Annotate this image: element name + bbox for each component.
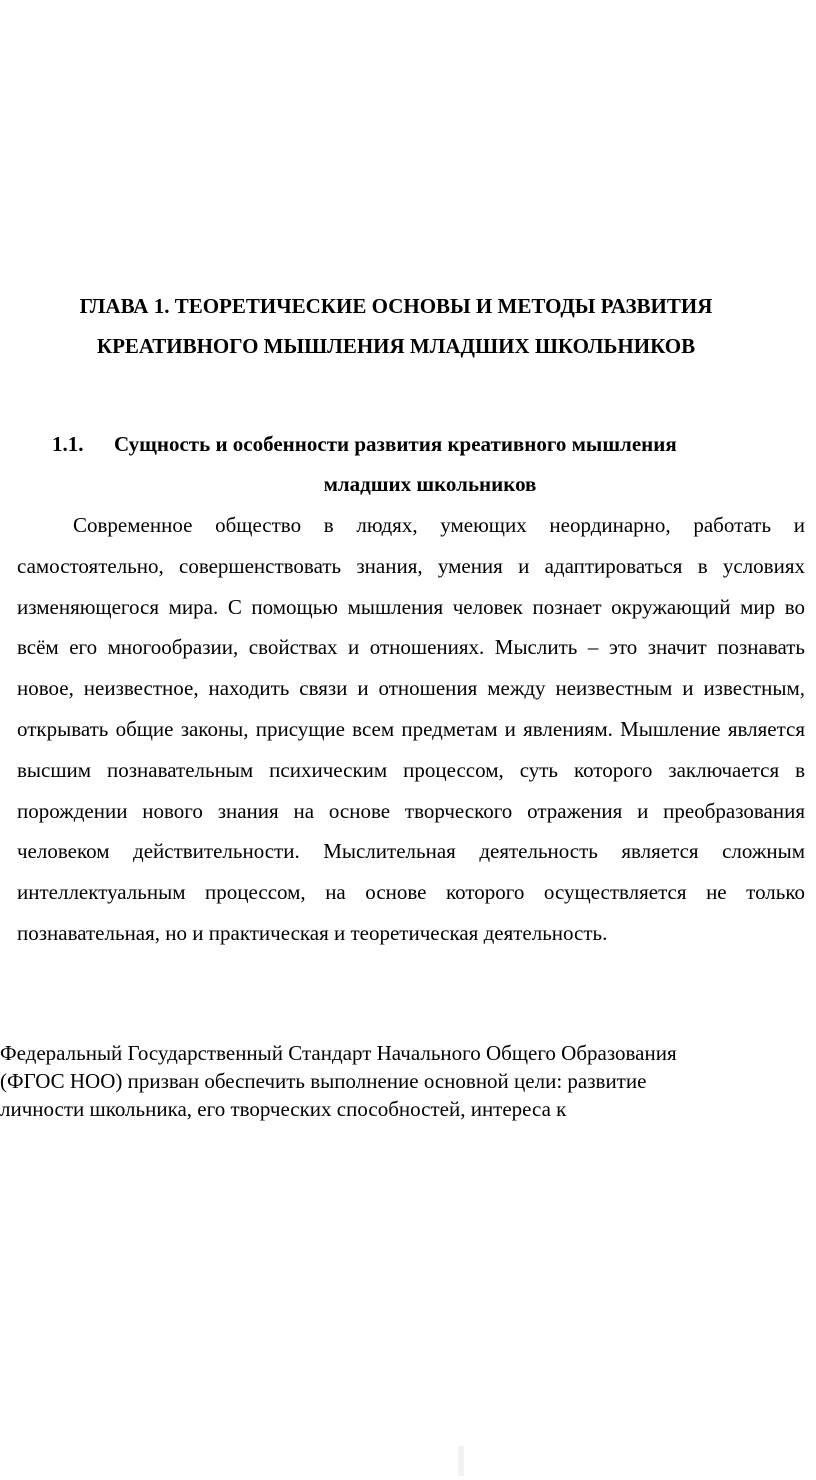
overlay-line-3: личности школьника, его творческих способностей, интереса к bbox=[0, 1097, 567, 1121]
overlay-line-1: Федеральный Государственный Стандарт Начального Общего Образования bbox=[0, 1041, 677, 1065]
overlay-line-2: (ФГОС НОО) призван обеспечить выполнение основной цели: развитие bbox=[0, 1069, 647, 1093]
section-title-line-2: младших школьников bbox=[323, 472, 537, 496]
chapter-title-line-2: КРЕАТИВНОГО МЫШЛЕНИЯ МЛАДШИХ ШКОЛЬНИКОВ bbox=[96, 334, 696, 358]
body-paragraph: Современное общество в людях, умеющих неординарно, работать и самостоятельно, совершенствовать знания, умения и адаптироваться в условиях изменяющегося мира. С помощью мышления человек познает окружающий мир во всём его многообразии, свойствах и отношениях. Мыслить – это значит познавать новое, неизвестное, находить связи и отношения между неизвестным и известным, открывать общие законы, присущие всем предметам и явлениям. Мышление является высшим познавательным психическим процессом, суть которого заключается в порождении нового знания на основе творческого отражения и преобразования человеком действительности. Мыслительная деятельность является сложным интеллектуальным процессом, на основе которого осуществляется не только познавательная, но и практическая и теоретическая деятельность. bbox=[17, 513, 805, 945]
section-title-line-1: Сущность и особенности развития креативного мышления bbox=[114, 432, 677, 456]
scroll-indicator[interactable] bbox=[458, 1446, 464, 1476]
section-heading-line-1 bbox=[0, 424, 816, 464]
overlay-text-block bbox=[0, 1039, 816, 1123]
chapter-title bbox=[0, 286, 792, 366]
section-number: 1.1. bbox=[52, 432, 84, 456]
section-heading bbox=[0, 424, 816, 504]
chapter-title-line-1: ГЛАВА 1. ТЕОРЕТИЧЕСКИЕ ОСНОВЫ И МЕТОДЫ РАЗВИТИЯ bbox=[79, 294, 713, 318]
